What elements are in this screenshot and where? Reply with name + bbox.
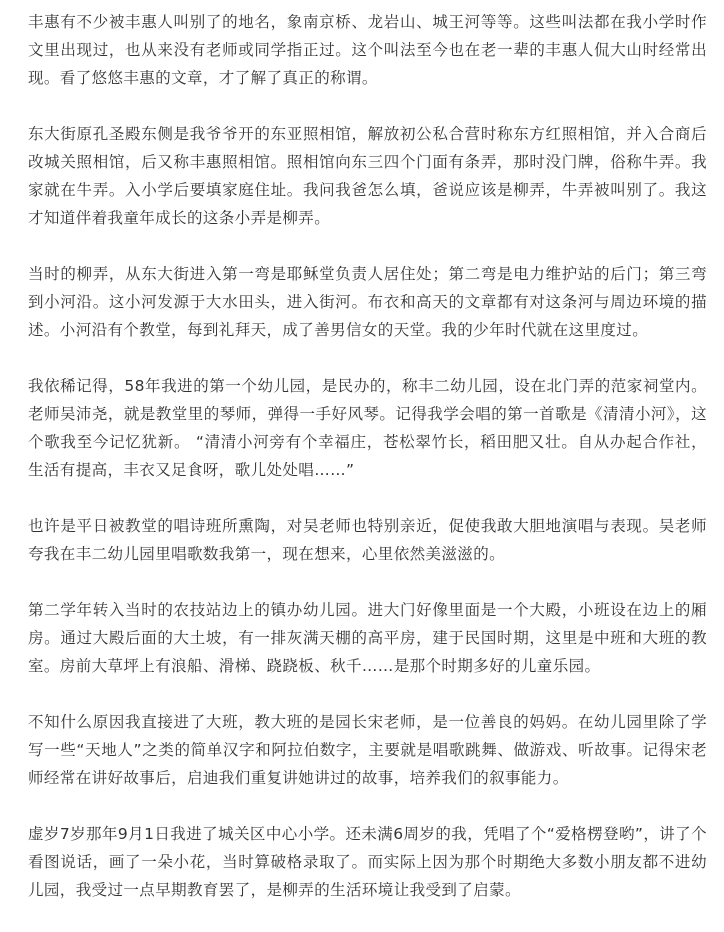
- article-body: [28, 8, 707, 932]
- paragraph-4: 我依稀记得，58年我进的第一个幼儿园，是民办的，称丰二幼儿园，设在北门弄的范家祠堂内。老师吴沛尧，就是教堂里的琴师，弹得一手好风琴。记得我学会唱的第一首歌是《清清小河》，这个歌我至今记忆犹新。 “清清小河旁有个幸福庄，苍松翠竹长，稻田肥又壮。自从办起合作社，生活有提高，丰衣又足食呀，歌儿处处唱……”: [28, 377, 707, 479]
- paragraph-1: 丰惠有不少被丰惠人叫别了的地名，象南京桥、龙岩山、城王河等等。这些叫法都在我小学时作文里出现过，也从来没有老师或同学指正过。这个叫法至今也在老一辈的丰惠人侃大山时经常出现。看了悠悠丰惠的文章，才了解了真正的称谓。: [28, 13, 707, 87]
- paragraph-3: 当时的柳弄，从东大街进入第一弯是耶稣堂负责人居住处；第二弯是电力维护站的后门；第三弯到小河沿。这小河发源于大水田头，进入街河。布衣和高天的文章都有对这条河与周边环境的描述。小河沿有个教堂，每到礼拜天，成了善男信女的天堂。我的少年时代就在这里度过。: [28, 265, 707, 339]
- paragraph-5: 也许是平日被教堂的唱诗班所熏陶，对吴老师也特别亲近，促使我敢大胆地演唱与表现。吴老师夸我在丰二幼儿园里唱歌数我第一，现在想来，心里依然美滋滋的。: [28, 517, 707, 563]
- paragraph-2: 东大街原孔圣殿东侧是我爷爷开的东亚照相馆，解放初公私合营时称东方红照相馆，并入合商后改城关照相馆，后又称丰惠照相馆。照相馆向东三四个门面有条弄，那时没门牌，俗称牛弄。我家就在牛弄。入小学后要填家庭住址。我问我爸怎么填，爸说应该是柳弄，牛弄被叫别了。我这才知道伴着我童年成长的这条小弄是柳弄。: [28, 125, 707, 227]
- paragraph-8: 虚岁7岁那年9月1日我进了城关区中心小学。还未满6周岁的我，凭唱了个“爱格楞登哟”，讲了个看图说话，画了一朵小花，当时算破格录取了。而实际上因为那个时期绝大多数小朋友都不进幼儿园，我受过一点早期教育罢了，是柳弄的生活环境让我受到了启蒙。: [28, 825, 707, 899]
- paragraph-7: 不知什么原因我直接进了大班，教大班的是园长宋老师，是一位善良的妈妈。在幼儿园里除了学写一些“天地人”之类的简单汉字和阿拉伯数字，主要就是唱歌跳舞、做游戏、听故事。记得宋老师经常在讲好故事后，启迪我们重复讲她讲过的故事，培养我们的叙事能力。: [28, 713, 707, 787]
- paragraph-6: 第二学年转入当时的农技站边上的镇办幼儿园。进大门好像里面是一个大殿，小班设在边上的厢房。通过大殿后面的大土坡，有一排灰满天棚的高平房，建于民国时期，这里是中班和大班的教室。房前大草坪上有浪船、滑梯、跷跷板、秋千……是那个时期多好的儿童乐园。: [28, 601, 707, 675]
